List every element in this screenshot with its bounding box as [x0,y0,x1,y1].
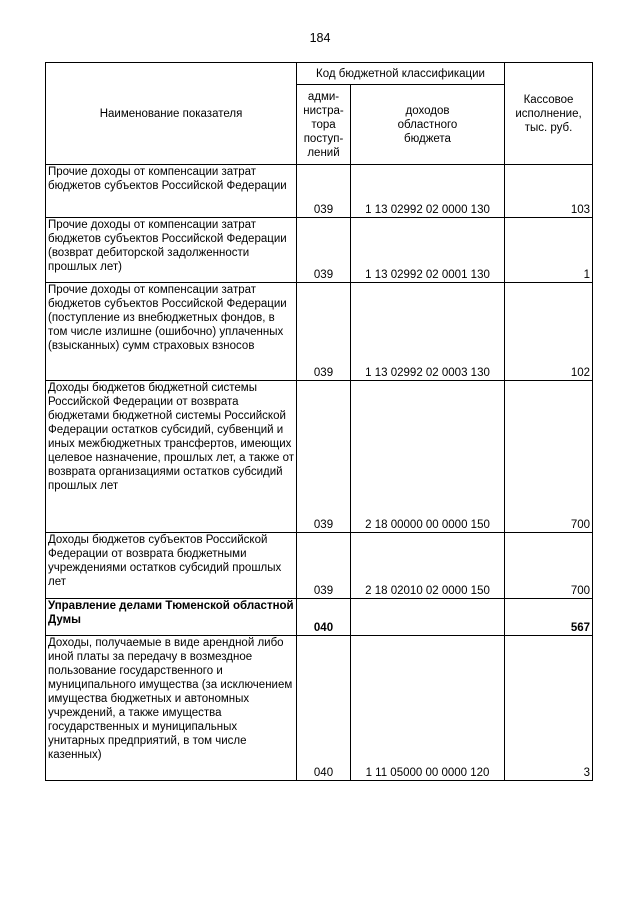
amount-cell: 3 [505,636,593,781]
income-code-cell [351,599,505,636]
amount-cell: 103 [505,165,593,218]
admin-code-cell: 039 [297,381,351,533]
admin-code-cell: 039 [297,533,351,599]
admin-code-cell: 040 [297,599,351,636]
table-row [46,533,593,599]
admin-code-cell: 040 [297,636,351,781]
header-name: Наименование показателя [46,63,297,165]
page-number: 184 [309,31,331,45]
table-row [46,381,593,533]
income-code-cell: 2 18 00000 00 0000 150 [351,381,505,533]
admin-code-cell: 039 [297,218,351,283]
table-row [46,599,593,636]
header-income: доходов областного бюджета [351,85,505,165]
table-row [46,218,593,283]
table-row [46,636,593,781]
indicator-name-cell: Доходы, получаемые в виде арендной либо иной платы за передачу в возмездное пользование государственного и муниципального имущества (за исключением имущества бюджетных и автономных учреждений, а также имущества государственных и муниципальных унитарных предприятий, в том числе казенных) [46,636,297,781]
budget-table [45,62,593,781]
header-amount: Кассовое исполнение, тыс. руб. [505,63,593,165]
header-admin: адми- нистра- тора поступ- лений [297,85,351,165]
header-classification: Код бюджетной классификации [297,63,505,85]
indicator-name-cell: Доходы бюджетов бюджетной системы Российской Федерации от возврата бюджетами бюджетной системы Российской Федерации остатков субсидий, субвенций и иных межбюджетных трансфертов, имеющих целевое назначение, прошлых лет, а также от возврата организациями остатков субсидий прошлых лет [46,381,297,533]
indicator-name-cell: Прочие доходы от компенсации затрат бюджетов субъектов Российской Федерации (возврат дебиторской задолженности прошлых лет) [46,218,297,283]
indicator-name-cell: Доходы бюджетов субъектов Российской Федерации от возврата бюджетными учреждениями остатков субсидий прошлых лет [46,533,297,599]
table-row [46,283,593,381]
amount-cell: 700 [505,533,593,599]
indicator-name-cell: Управление делами Тюменской областной Думы [46,599,297,636]
income-code-cell: 1 11 05000 00 0000 120 [351,636,505,781]
admin-code-cell: 039 [297,283,351,381]
amount-cell: 1 [505,218,593,283]
amount-cell: 700 [505,381,593,533]
amount-cell: 567 [505,599,593,636]
admin-code-cell: 039 [297,165,351,218]
indicator-name-cell: Прочие доходы от компенсации затрат бюджетов субъектов Российской Федерации (поступление из внебюджетных фондов, в том числе излишне (ошибочно) уплаченных (взысканных) сумм страховых взносов [46,283,297,381]
income-code-cell: 2 18 02010 02 0000 150 [351,533,505,599]
table-row [46,165,593,218]
indicator-name-cell: Прочие доходы от компенсации затрат бюджетов субъектов Российской Федерации [46,165,297,218]
table-header [46,63,593,165]
table-body [46,165,593,781]
amount-cell: 102 [505,283,593,381]
income-code-cell: 1 13 02992 02 0003 130 [351,283,505,381]
income-code-cell: 1 13 02992 02 0001 130 [351,218,505,283]
income-code-cell: 1 13 02992 02 0000 130 [351,165,505,218]
